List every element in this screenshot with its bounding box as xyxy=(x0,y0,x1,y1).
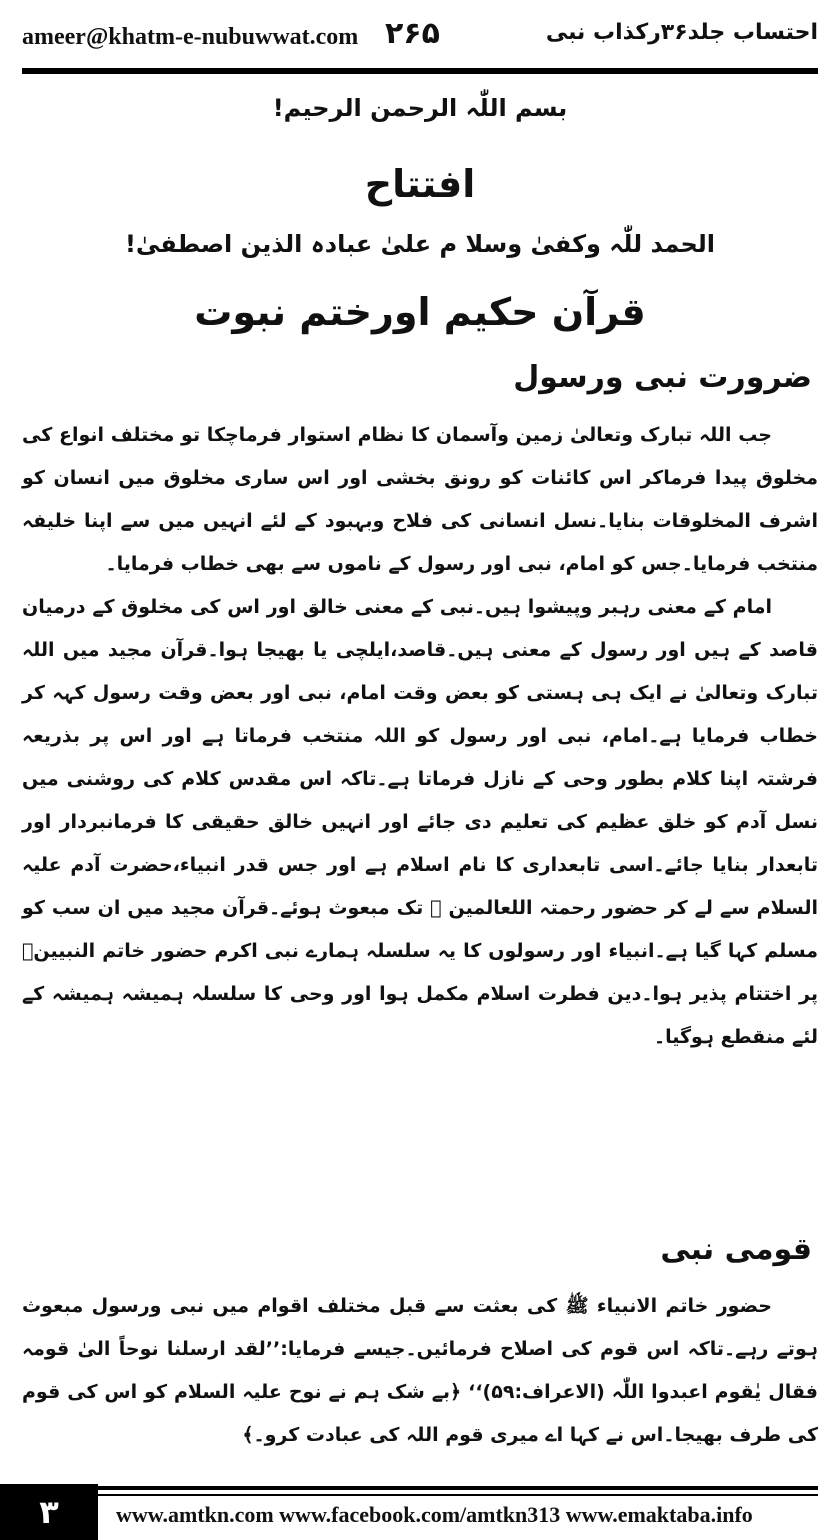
footer-divider xyxy=(98,1486,818,1490)
main-title: قرآن حکیم اورختم نبوت xyxy=(194,290,646,334)
section-heading-necessity: ضرورت نبی ورسول xyxy=(513,360,812,395)
iftitah-heading: افتتاح xyxy=(364,162,476,206)
paragraph: امام کے معنی رہبر وپیشوا ہیں۔نبی کے معنی خالق اور اس کی مخلوق کے درمیان قاصد کے ہیں اور رسول کے معنی ہیں۔قاصد،ایلچی یا بھیجا ہوا۔قرآن مجید میں اللہ تبارک وتعالیٰ نے ایک ہی ہستی کو بعض وقت امام، نبی اور بعض وقت رسول کہہ کر خطاب فرمایا ہے۔امام، نبی اور رسول کو اللہ منتخب فرماتا ہے اور اس پر بذریعہ فرشتہ اپنا کلام بطور وحی کے نازل فرماتا ہے۔تاکہ اس مقدس کلام کی روشنی میں نسل آدم کو خلق عظیم کی تعلیم دی جائے اور انہیں خالق حقیقی کا فرمانبردار اور تابعدار بنایا جائے۔اسی تابعداری کا نام اسلام ہے اور جس قدر انبیاء،حضرت آدم علیہ السلام سے لے کر حضور رحمتہ اللعالمین ﷺ تک مبعوث ہوئے۔قرآن مجید میں ان سب کو مسلم کہا گیا ہے۔انبیاء اور رسولوں کا یہ سلسلہ ہمارے نبی اکرم حضور خاتم النبیینؐ پر اختتام پذیر ہوا۔دین فطرت اسلام مکمل ہوا اور وحی کا سلسلہ ہمیشہ ہمیشہ کے لئے منقطع ہوگیا۔ xyxy=(22,596,818,1048)
footer-links: www.amtkn.com www.facebook.com/amtkn313 www.emaktaba.info xyxy=(116,1502,753,1527)
paragraph: جب اللہ تبارک وتعالیٰ زمین وآسمان کا نظام استوار فرماچکا تو مختلف انواع کی مخلوق پیدا فرماکر اس کائنات کو رونق بخشی اور اس ساری مخلوق میں انسان کو اشرف المخلوقات بنایا۔نسل انسانی کی فلاح وبہبود کے لئے انہیں میں سے اپنا خلیفہ منتخب فرمایا۔جس کو امام، نبی اور رسول کے ناموں سے بھی خطاب فرمایا۔ xyxy=(22,424,818,575)
bismillah: بسم اللّٰہ الرحمن الرحیم! xyxy=(272,94,568,122)
section-body-national-prophet xyxy=(22,1285,818,1457)
hamd-line: الحمد للّٰہ وکفیٰ وسلا م علیٰ عبادہ الذین اصطفیٰ! xyxy=(124,230,716,258)
book-title: احتساب جلد۳۶رکذاب نبی xyxy=(545,20,818,45)
header-email: ameer@khatm-e-nubuwwat.com xyxy=(22,24,359,50)
header-divider xyxy=(22,68,818,74)
section-heading-national-prophet: قومی نبی xyxy=(660,1232,812,1267)
section-body-necessity xyxy=(22,414,818,1059)
page-number: ۲۶۵ xyxy=(385,16,440,51)
paragraph: حضور خاتم الانبیاء ﷺ کی بعثت سے قبل مختلف اقوام میں نبی ورسول مبعوث ہوتے رہے۔تاکہ اس قوم کی اصلاح فرمائیں۔جیسے فرمایا:’’لقد ارسلنا نوحاً الیٰ قومہ فقال یٰقوم اعبدوا اللّٰہ (الاعراف:۵۹)‘‘ ﴿بے شک ہم نے نوح علیہ السلام کو اس کی قوم کی طرف بھیجا۔اس نے کہا اے میری قوم اللہ کی عبادت کرو۔﴾ xyxy=(22,1295,818,1446)
footer-page-box: ۳ xyxy=(0,1484,98,1540)
footer-divider-thin xyxy=(98,1494,818,1496)
